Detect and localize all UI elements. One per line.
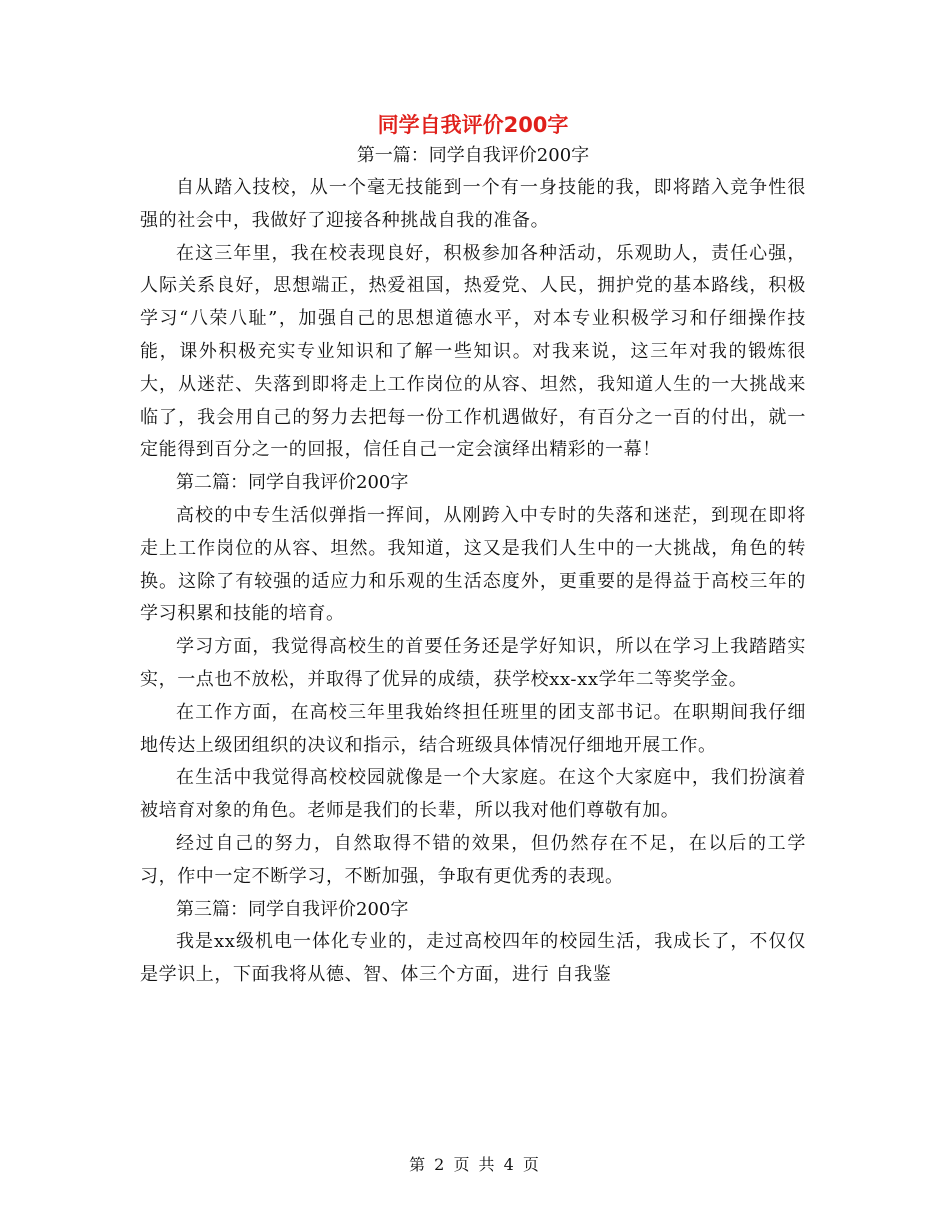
document-page <box>140 108 806 992</box>
page-footer: 第 2 页 共 4 页 <box>409 1155 541 1174</box>
section-heading-3: 第三篇：同学自我评价200字 <box>176 898 409 920</box>
section-heading-2: 第二篇：同学自我评价200字 <box>176 472 409 494</box>
paragraph: 在这三年里，我在校表现良好，积极参加各种活动，乐观助人，责任心强，人际关系良好，思想端正，热爱祖国，热爱党、人民，拥护党的基本路线，积极学习“八荣八耻”，加强自己的思想道德水平，对本专业积极学习和仔细操作技能，课外积极充实专业知识和了解一些知识。对我来说，这三年对我的锻炼很大，从迷茫、失落到即将走上工作岗位的从容、坦然，我知道人生的一大挑战来临了，我会用自己的努力去把每一份工作机遇做好，有百分之一百的付出，就一定能得到百分之一的回报，信任自己一定会演绎出精彩的一幕！ <box>140 242 806 461</box>
paragraph: 在生活中我觉得高校校园就像是一个大家庭。在这个大家庭中，我们扮演着被培育对象的角色。老师是我们的长辈，所以我对他们尊敬有加。 <box>140 767 806 822</box>
paragraph: 我是xx级机电一体化专业的，走过高校四年的校园生活，我成长了，不仅仅是学识上，下面我将从德、智、体三个方面，进行 自我鉴 <box>140 931 806 986</box>
paragraph: 自从踏入技校，从一个毫无技能到一个有一身技能的我，即将踏入竞争性很强的社会中，我做好了迎接各种挑战自我的准备。 <box>140 177 806 231</box>
section-heading-1: 第一篇：同学自我评价200字 <box>356 145 590 166</box>
document-title: 同学自我评价200字 <box>377 113 569 137</box>
paragraph: 高校的中专生活似弹指一挥间，从刚跨入中专时的失落和迷茫，到现在即将走上工作岗位的从容、坦然。我知道，这又是我们人生中的一大挑战，角色的转换。这除了有较强的适应力和乐观的生活态度外，更重要的是得益于高校三年的学习积累和技能的培育。 <box>140 504 806 625</box>
paragraph: 学习方面，我觉得高校生的首要任务还是学好知识，所以在学习上我踏踏实实，一点也不放松，并取得了优异的成绩，获学校xx-xx学年二等奖学金。 <box>140 636 806 690</box>
paragraph: 经过自己的努力，自然取得不错的效果，但仍然存在不足，在以后的工学习，作中一定不断学习，不断加强，争取有更优秀的表现。 <box>140 832 806 887</box>
paragraph: 在工作方面，在高校三年里我始终担任班里的团支部书记。在职期间我仔细地传达上级团组织的决议和指示，结合班级具体情况仔细地开展工作。 <box>140 701 806 756</box>
